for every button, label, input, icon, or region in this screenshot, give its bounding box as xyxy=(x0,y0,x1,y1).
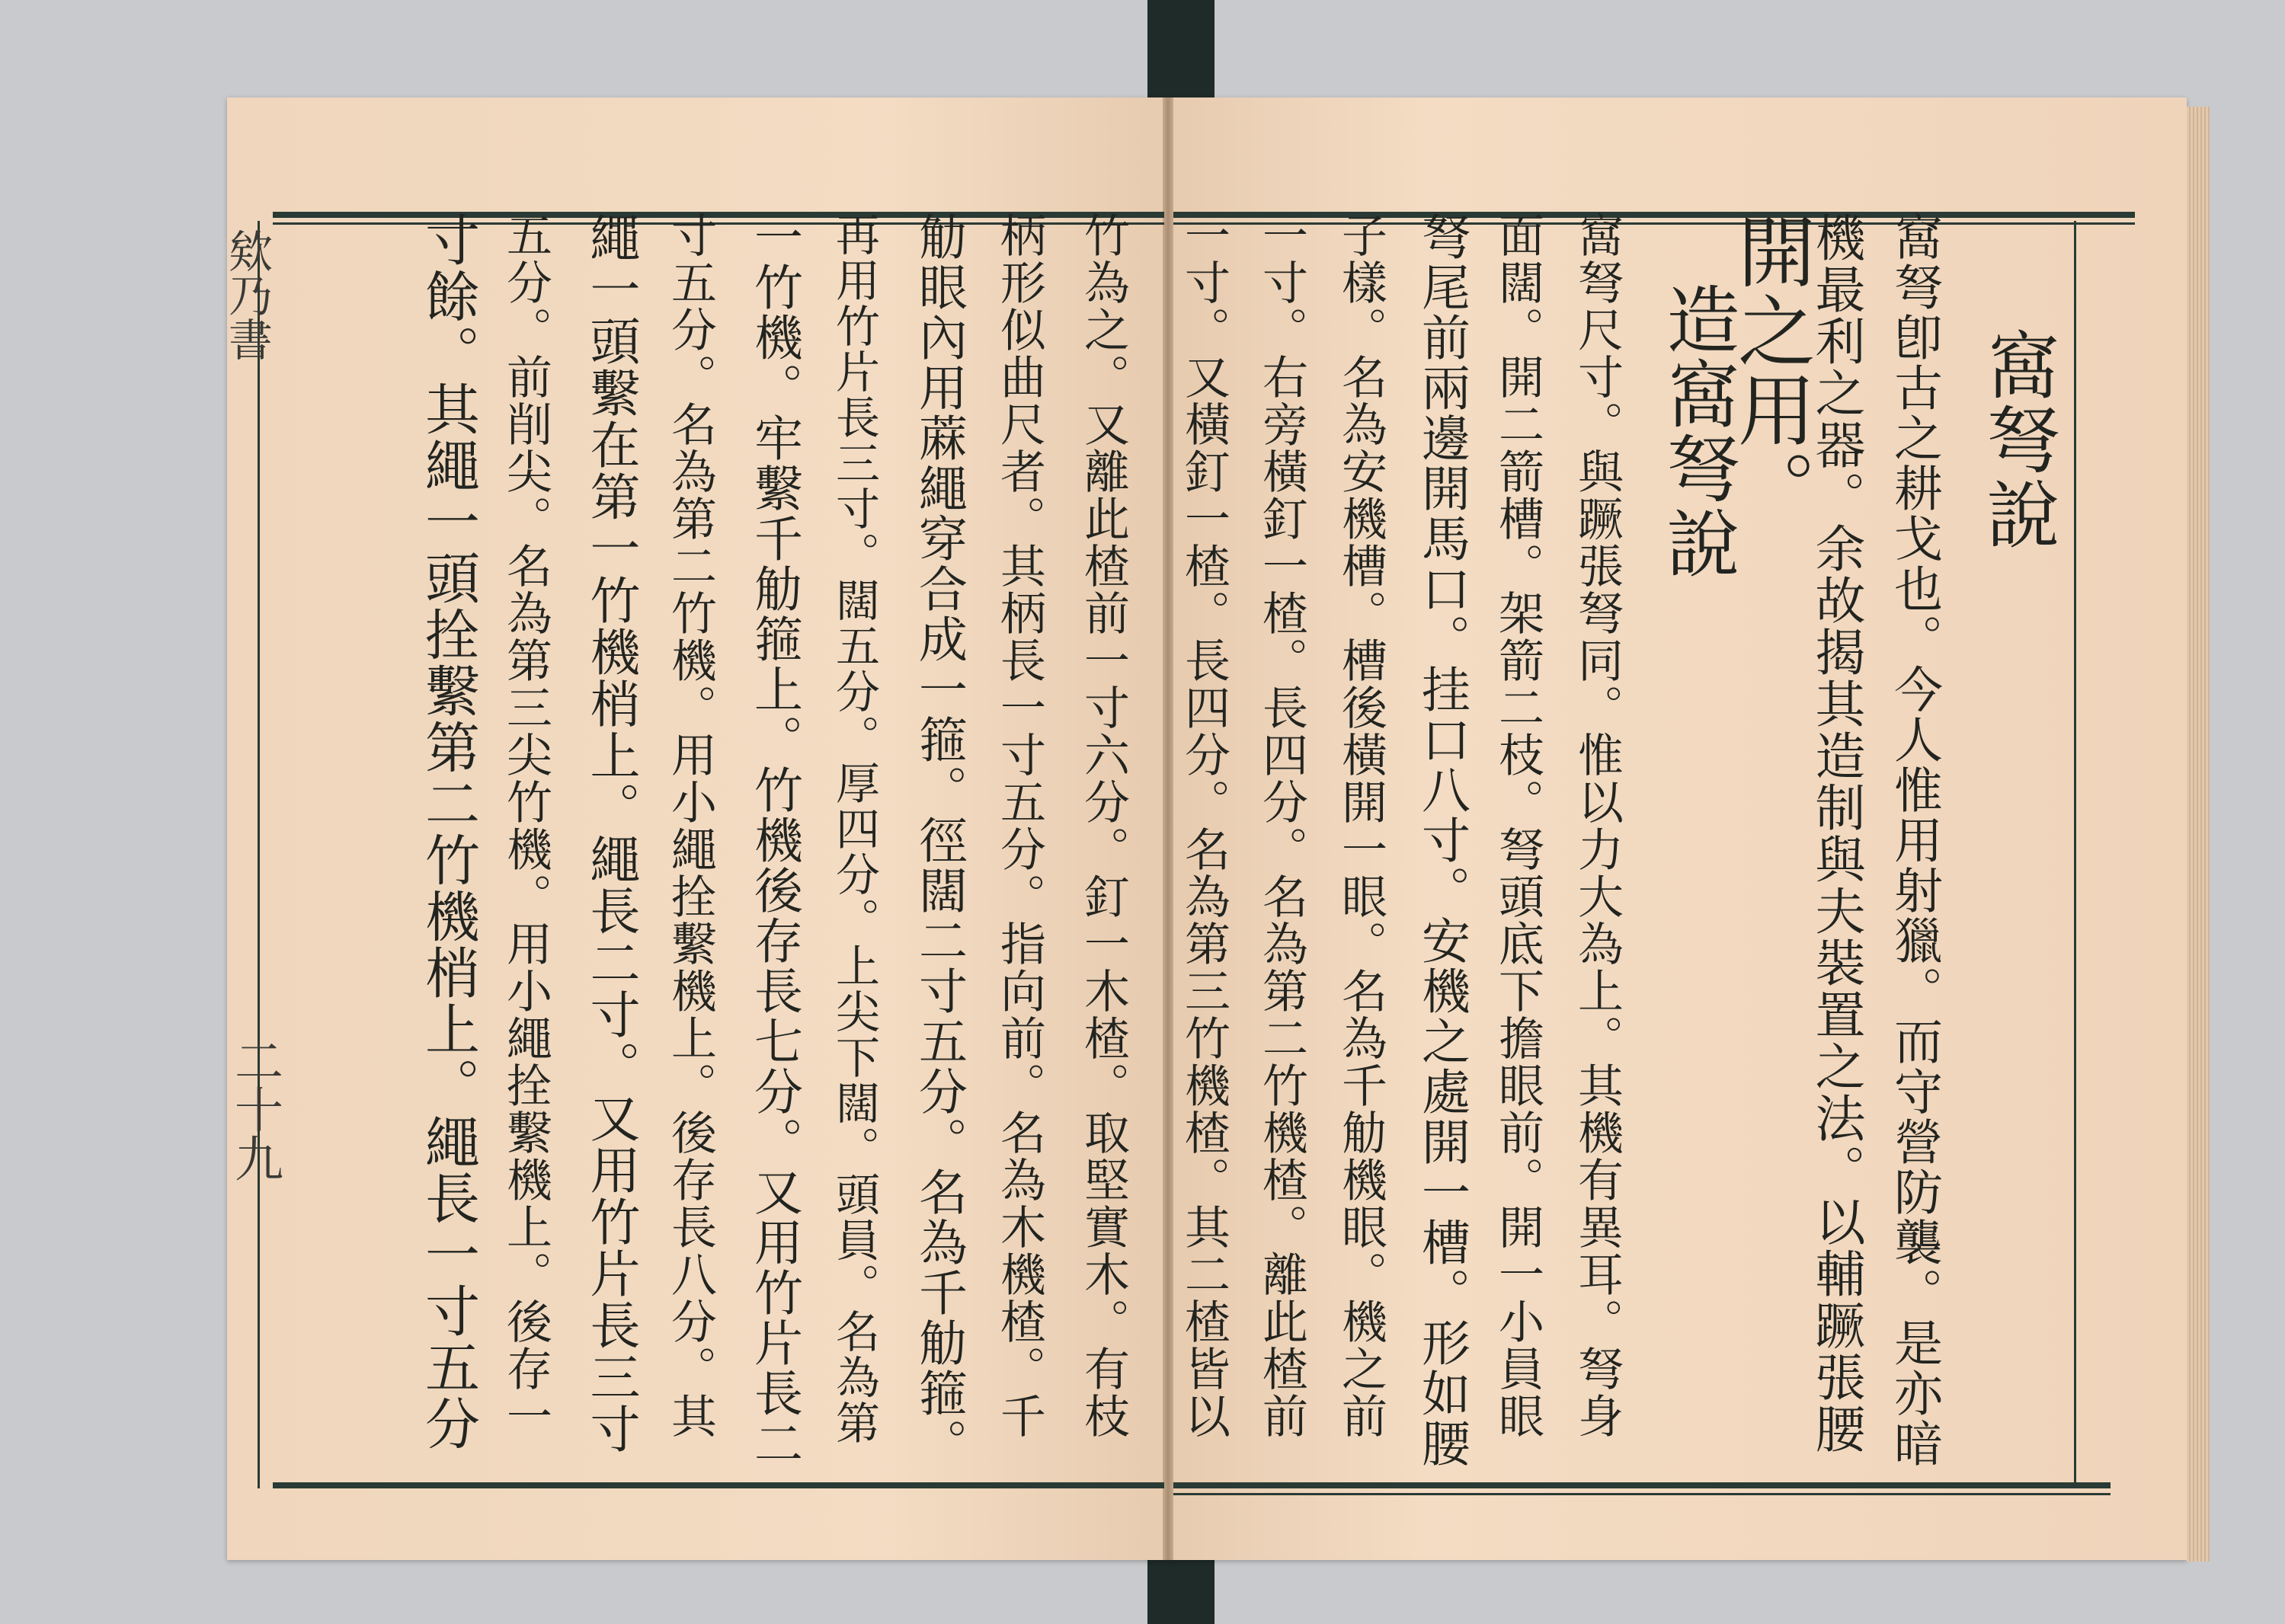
page-edges xyxy=(2187,107,2210,1562)
text-column: 面闊。開二箭槽。架箭二枝。弩頭底下擔眼前。開一小員眼 xyxy=(1491,212,1544,1440)
text-column: 五分。前削尖。名為第三尖竹機。用小繩拴繫機上。後存一 xyxy=(499,212,552,1440)
text-column: 窩弩說 xyxy=(1975,328,2060,551)
text-column: 造窩弩說 xyxy=(1655,282,1740,580)
book-spine-bottom xyxy=(1147,1554,1215,1624)
bottom-rule-right xyxy=(1173,1482,2111,1488)
text-column: 竹為之。又離此楂前一寸六分。釘一木楂。取堅實木。有枝 xyxy=(1077,212,1130,1440)
text-column: 寸五分。名為第二竹機。用小繩拴繫機上。後存長八分。其 xyxy=(664,212,717,1440)
bottom-rule-right-thin xyxy=(1173,1493,2111,1495)
text-column: 弩尾前兩邊開馬口。挂口八寸。安機之處開一槽。形如腰 xyxy=(1413,212,1470,1469)
text-column: 機最利之器。余故揭其造制與夫裝置之法。以輔蹶張腰 xyxy=(1807,212,1865,1455)
text-column: 觔眼內用蔴繩穿合成一箍。徑闊二寸五分。名為千觔箍。 xyxy=(910,212,967,1469)
text-column: 窩弩卽古之耕戈也。今人惟用射獵。而守營防襲。是亦暗 xyxy=(1886,212,1942,1469)
top-rule-right-thin xyxy=(1173,222,2135,225)
text-column: 繩一頭繫在第一竹機梢上。繩長二寸。又用竹片長三寸 xyxy=(581,212,640,1455)
text-column: 柄形似曲尺者。其柄長一寸五分。指向前。名為木機楂。千 xyxy=(993,212,1046,1440)
top-rule-right xyxy=(1173,212,2135,218)
text-column: 再用竹片長三寸。闊五分。厚四分。上尖下闊。頭員。名為第 xyxy=(828,212,880,1446)
text-column: 開之用。 xyxy=(1725,212,1816,529)
left-margin-rule xyxy=(258,221,260,1488)
text-column: 一寸。又橫釘一楂。長四分。名為第三竹機楂。其二楂皆以 xyxy=(1177,212,1231,1440)
right-frame-rule xyxy=(2074,221,2076,1488)
page-number: 二十九 xyxy=(226,1036,283,1182)
bottom-rule-left xyxy=(273,1482,1164,1488)
book-spine-top xyxy=(1147,0,1215,103)
text-column: 一寸。右旁橫釘一楂。長四分。名為第二竹機楂。離此楂前 xyxy=(1255,212,1308,1440)
margin-title: 欸乃書 xyxy=(221,229,273,361)
text-column: 子樣。名為安機槽。槽後橫開一眼。名為千觔機眼。機之前 xyxy=(1334,212,1387,1440)
text-column: 寸餘。其繩一頭拴繫第二竹機梢上。繩長一寸五分 xyxy=(416,212,480,1452)
text-column: 窩弩尺寸。與蹶張弩同。惟以力大為上。其機有異耳。弩身 xyxy=(1570,212,1624,1440)
book-gutter xyxy=(1163,98,1173,1560)
text-column: 一竹機。牢繫千觔箍上。竹機後存長七分。又用竹片長二 xyxy=(746,212,802,1469)
